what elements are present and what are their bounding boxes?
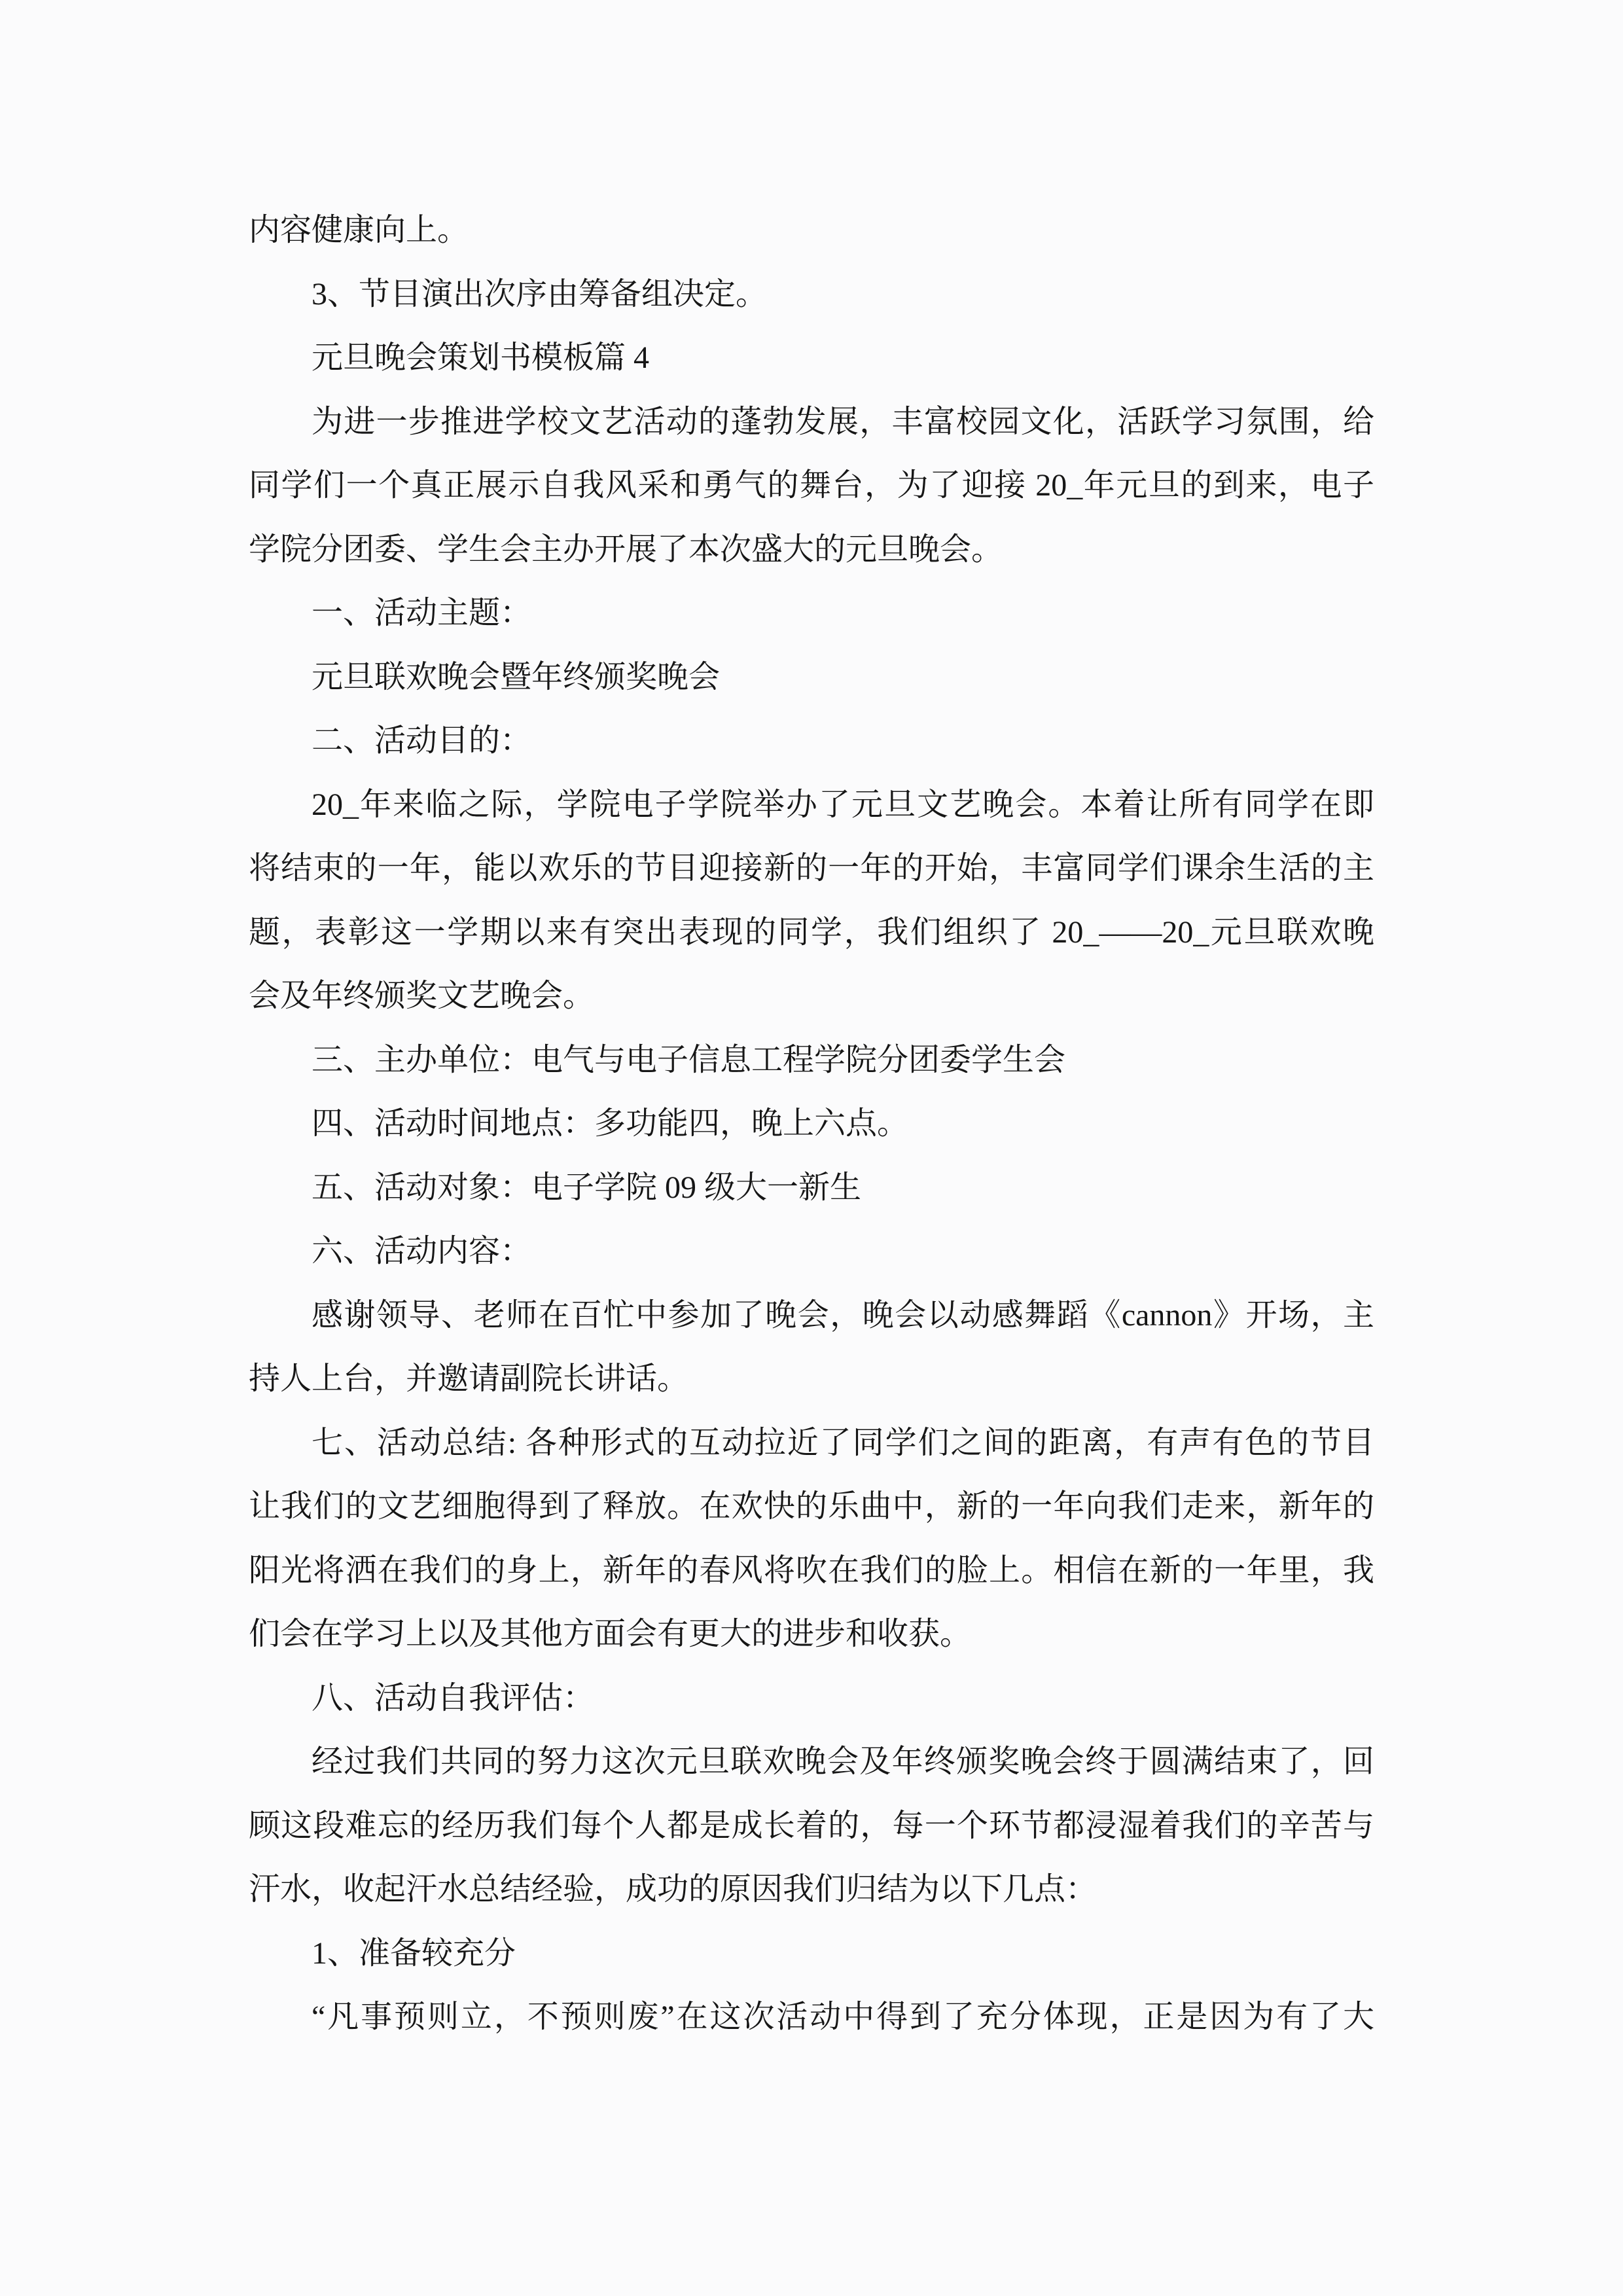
text-line: 六、活动内容： bbox=[312, 1234, 532, 1268]
text-line: 二、活动目的： bbox=[312, 723, 532, 758]
text-line: 四、活动时间地点：多功能四，晚上六点。 bbox=[312, 1106, 909, 1141]
text-line: 五、活动对象：电子学院 09 级大一新生 bbox=[312, 1170, 862, 1205]
text-line: 顾这段难忘的经历我们每个人都是成长着的，每一个环节都浸湿着我们的辛苦与 bbox=[249, 1808, 1374, 1843]
text-line: 阳光将洒在我们的身上，新年的春风将吹在我们的脸上。相信在新的一年里，我 bbox=[249, 1552, 1374, 1588]
text-line: 三、主办单位：电气与电子信息工程学院分团委学生会 bbox=[312, 1042, 1066, 1077]
text-line: 元旦晚会策划书模板篇 4 bbox=[312, 340, 650, 375]
text-line: 七、活动总结: 各种形式的互动拉近了同学们之间的距离，有声有色的节目 bbox=[312, 1425, 1374, 1460]
text-line: 将结束的一年，能以欢乐的节目迎接新的一年的开始，丰富同学们课余生活的主 bbox=[249, 851, 1374, 886]
text-line: 让我们的文艺细胞得到了释放。在欢快的乐曲中，新的一年向我们走来，新年的 bbox=[249, 1489, 1374, 1524]
text-line: 八、活动自我评估： bbox=[312, 1680, 595, 1715]
text-line: 20_年来临之际，学院电子学院举办了元旦文艺晚会。本着让所有同学在即 bbox=[312, 787, 1374, 822]
text-line: 们会在学习上以及其他方面会有更大的进步和收获。 bbox=[249, 1617, 972, 1651]
text-line: 3、节目演出次序由筹备组决定。 bbox=[312, 276, 768, 312]
text-line: 1、准备较充分 bbox=[312, 1935, 516, 1971]
text-line: “凡事预则立，不预则废”在这次活动中得到了充分体现，正是因为有了大 bbox=[312, 2000, 1374, 2034]
text-line: 为进一步推进学校文艺活动的蓬勃发展，丰富校园文化，活跃学习氛围，给 bbox=[312, 404, 1374, 439]
text-line: 同学们一个真正展示自我风采和勇气的舞台，为了迎接 20_年元旦的到来，电子 bbox=[249, 468, 1374, 503]
text-line: 经过我们共同的努力这次元旦联欢晚会及年终颁奖晚会终于圆满结束了，回 bbox=[312, 1744, 1374, 1779]
text-line: 一、活动主题： bbox=[312, 596, 532, 630]
text-line: 会及年终颁奖文艺晚会。 bbox=[249, 978, 595, 1013]
text-line: 元旦联欢晚会暨年终颁奖晚会 bbox=[312, 659, 721, 694]
document-body bbox=[249, 198, 1374, 2049]
text-line: 感谢领导、老师在百忙中参加了晚会，晚会以动感舞蹈《cannon》开场，主 bbox=[312, 1297, 1374, 1333]
text-line: 持人上台，并邀请副院长讲话。 bbox=[249, 1361, 689, 1396]
text-line: 题，表彰这一学期以来有突出表现的同学，我们组织了 20_——20_元旦联欢晚 bbox=[249, 914, 1374, 950]
text-line: 内容健康向上。 bbox=[249, 213, 469, 247]
text-line: 汗水，收起汗水总结经验，成功的原因我们归结为以下几点： bbox=[249, 1872, 1097, 1907]
text-line: 学院分团委、学生会主办开展了本次盛大的元旦晚会。 bbox=[249, 531, 1003, 567]
